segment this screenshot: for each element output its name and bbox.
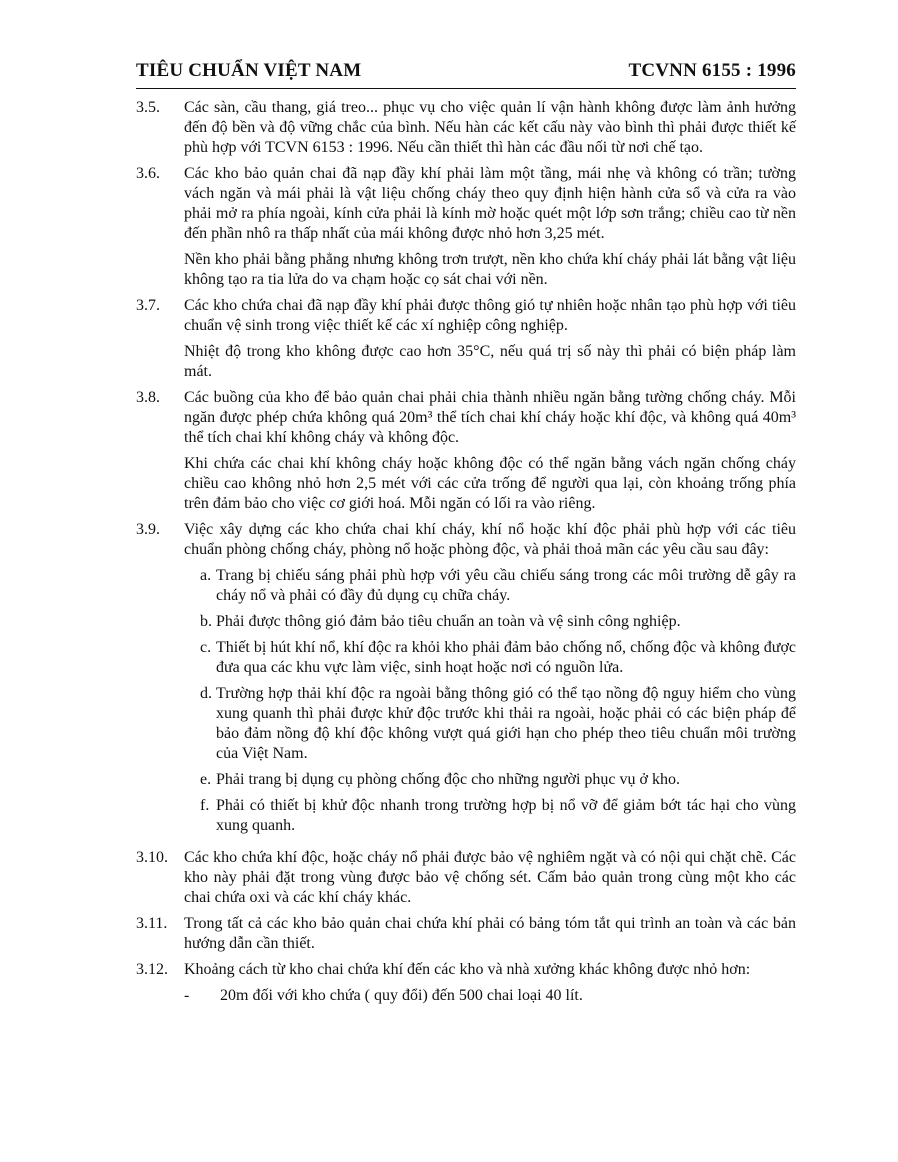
paragraph: Trong tất cả các kho bảo quản chai chứa khí phải có bảng tóm tắt qui trình an toàn và các bản hướng dẫn cần thiết. — [184, 915, 796, 952]
section-3-11 — [136, 914, 796, 954]
section-3-9 — [136, 520, 796, 842]
item-label: e. — [200, 771, 212, 788]
paragraph: Nền kho phải bằng phẳng nhưng không trơn trượt, nền kho chứa khí cháy phải lát bằng vật liệu không tạo ra tia lửa do va chạm hoặc cọ sát chai với nền. — [184, 251, 796, 288]
section-number: 3.6. — [136, 165, 160, 182]
paragraph: Các kho chứa khí độc, hoặc cháy nổ phải được bảo vệ nghiêm ngặt và có nội qui chặt chẽ. Các kho này phải đặt trong vùng được bảo vệ chống sét. Cấm bảo quản trong cùng một kho các chai chứa oxi và các khí cháy khác. — [184, 849, 796, 906]
item-label: b. — [200, 613, 212, 630]
paragraph: Các sàn, cầu thang, giá treo... phục vụ cho việc quản lí vận hành không được làm ảnh hưởng đến độ bền và độ vững chắc của bình. Nếu hàn các kết cấu này vào bình thì phải được thiết kế phù hợp với TCVN 6153 : 1996. Nếu cần thiết thì hàn các đầu nối từ nơi chế tạo. — [184, 99, 796, 156]
item-text: Phải có thiết bị khử độc nhanh trong trường hợp bị nổ vỡ để giảm bớt tác hại cho vùng xung quanh. — [216, 797, 796, 834]
list-item — [200, 770, 796, 790]
section-3-12 — [136, 960, 796, 1006]
item-text: Phải được thông gió đảm bảo tiêu chuẩn an toàn và vệ sinh công nghiệp. — [216, 613, 681, 630]
paragraph: Việc xây dựng các kho chứa chai khí cháy, khí nổ hoặc khí độc phải phù hợp với các tiêu chuẩn phòng chống cháy, phòng nổ hoặc phòng độc, và phải thoả mãn các yêu cầu sau đây: — [184, 521, 796, 558]
section-3-7 — [136, 296, 796, 382]
item-text: Phải trang bị dụng cụ phòng chống độc cho những người phục vụ ở kho. — [216, 771, 680, 788]
document-body — [136, 98, 796, 1012]
dash-label: - — [184, 987, 190, 1004]
standard-code: TCVNN 6155 : 1996 — [628, 60, 796, 81]
list-item — [200, 612, 796, 632]
item-text: Trang bị chiếu sáng phải phù hợp với yêu cầu chiếu sáng trong các môi trường dễ gây ra cháy nổ và phải có đầy đủ dụng cụ chữa cháy. — [216, 567, 796, 604]
paragraph: Khoảng cách từ kho chai chứa khí đến các kho và nhà xưởng khác không được nhỏ hơn: — [184, 961, 751, 978]
requirement-list — [184, 566, 796, 836]
list-item — [200, 796, 796, 836]
paragraph: Các kho chứa chai đã nạp đầy khí phải được thông gió tự nhiên hoặc nhân tạo phù hợp với tiêu chuẩn vệ sinh trong việc thiết kế các xí nghiệp công nghiệp. — [184, 297, 796, 334]
item-label: a. — [200, 567, 212, 584]
paragraph: Nhiệt độ trong kho không được cao hơn 35°C, nếu quá trị số này thì phải có biện pháp làm mát. — [184, 343, 796, 380]
section-3-10 — [136, 848, 796, 908]
section-number: 3.8. — [136, 389, 160, 406]
list-item — [200, 684, 796, 764]
paragraph: Các buồng của kho để bảo quản chai phải chia thành nhiều ngăn bằng tường chống cháy. Mỗi ngăn được phép chứa không quá 20m³ thể tích chai khí cháy hoặc khí độc, và không quá 40m³ thể tích chai khí không cháy và không độc. — [184, 389, 796, 446]
item-label: f. — [200, 797, 210, 814]
page-header — [136, 60, 796, 88]
section-number: 3.9. — [136, 521, 160, 538]
section-number: 3.5. — [136, 99, 160, 116]
standard-title: TIÊU CHUẨN VIỆT NAM — [136, 60, 362, 81]
section-number: 3.7. — [136, 297, 160, 314]
dash-text: 20m đối với kho chứa ( quy đổi) đến 500 chai loại 40 lít. — [220, 987, 583, 1004]
item-text: Trường hợp thải khí độc ra ngoài bằng thông gió có thể tạo nồng độ nguy hiểm cho vùng xung quanh thì phải được khử độc trước khi thải ra ngoài, hoặc phải có các biện pháp để bảo đảm nồng độ khí độc không vượt quá giới hạn cho phép theo tiêu chuẩn môi trường của Việt Nam. — [216, 685, 796, 762]
section-number: 3.10. — [136, 849, 168, 866]
list-item — [200, 566, 796, 606]
section-number: 3.12. — [136, 961, 168, 978]
paragraph: Khi chứa các chai khí không cháy hoặc không độc có thể ngăn bằng vách ngăn chống cháy chiều cao không nhỏ hơn 2,5 mét với các cửa trống để người qua lại, còn khoảng trống phía trên đảm bảo cho việc cơ giới hoá. Mỗi ngăn có lối ra vào riêng. — [184, 455, 796, 512]
section-number: 3.11. — [136, 915, 168, 932]
dash-item — [184, 986, 796, 1006]
section-3-5 — [136, 98, 796, 158]
header-rule — [136, 88, 796, 89]
item-label: c. — [200, 639, 212, 656]
section-3-8 — [136, 388, 796, 514]
list-item — [200, 638, 796, 678]
item-label: d. — [200, 685, 212, 702]
paragraph: Các kho bảo quản chai đã nạp đầy khí phải làm một tầng, mái nhẹ và không có trần; tường vách ngăn và mái phải là vật liệu chống cháy theo quy định hiện hành cửa sổ và cửa ra vào phải mở ra phía ngoài, kính cửa phải là kính mờ hoặc quét một lớp sơn trắng; chiều cao từ nền đến phần nhô ra thấp nhất của mái không được nhỏ hơn 3,25 mét. — [184, 165, 796, 242]
item-text: Thiết bị hút khí nổ, khí độc ra khỏi kho phải đảm bảo chống nổ, chống độc và không được đưa qua các khu vực làm việc, sinh hoạt hoặc nơi có nguồn lửa. — [216, 639, 796, 676]
section-3-6 — [136, 164, 796, 290]
